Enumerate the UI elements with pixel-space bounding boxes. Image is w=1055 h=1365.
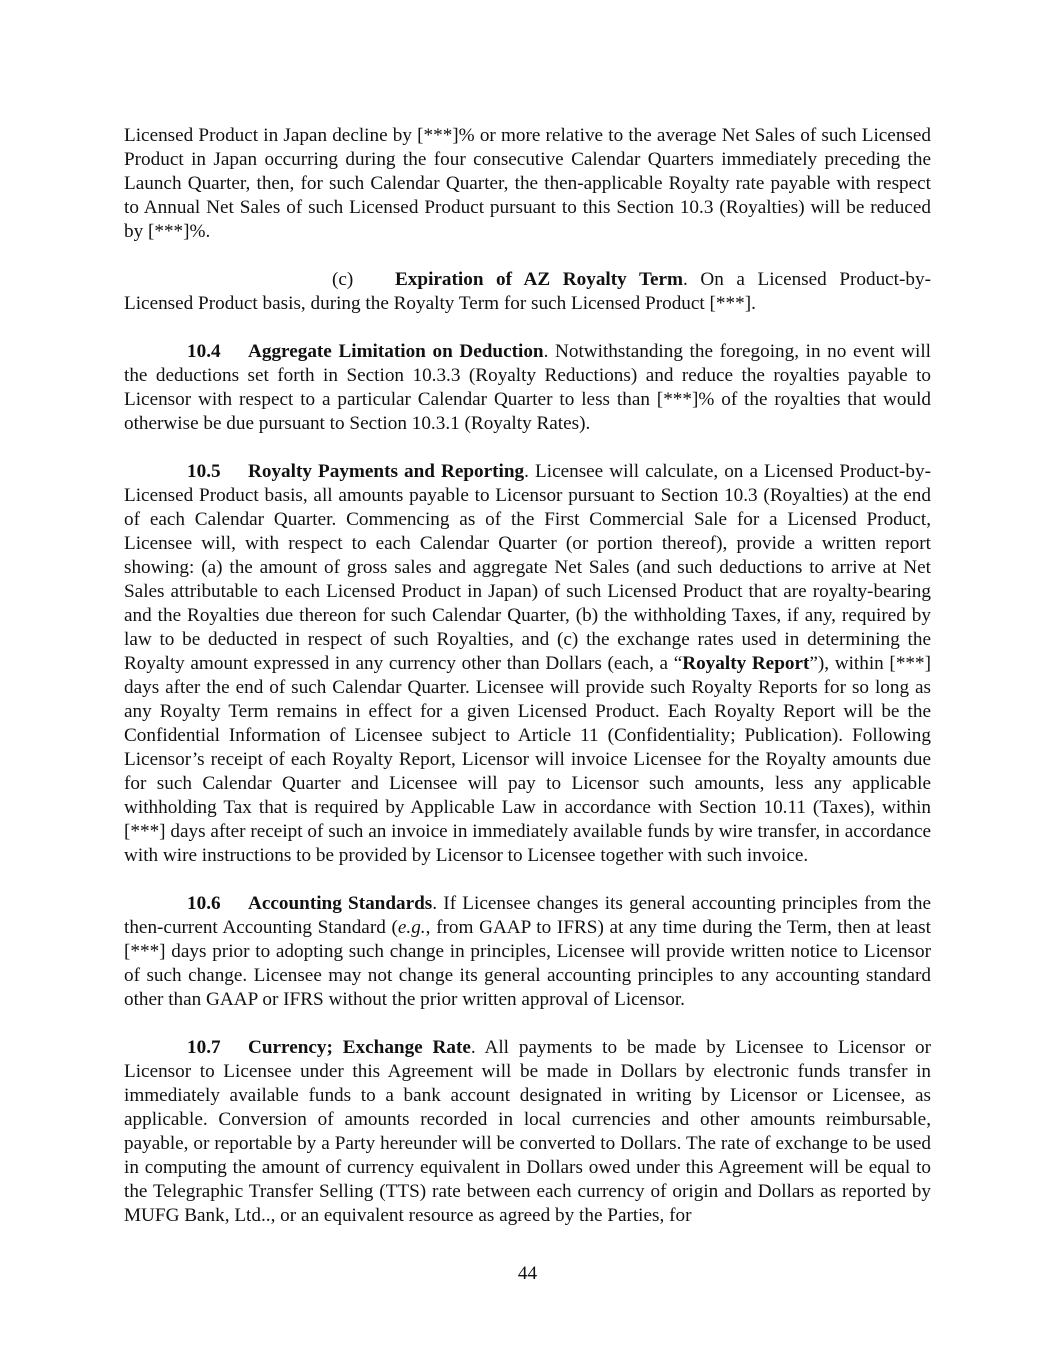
- section-number: 10.5: [187, 461, 221, 482]
- section-number: 10.7: [187, 1037, 221, 1058]
- section-10-6: [124, 892, 931, 1012]
- defined-term: Royalty Report: [682, 653, 810, 674]
- section-number: 10.4: [187, 341, 221, 362]
- section-heading: Accounting Standards: [248, 893, 433, 914]
- paragraph-text: . If Licensee changes its general accounting principles from the then-current Accounting Standard (: [124, 893, 931, 938]
- subsection-label: (c): [332, 269, 354, 290]
- paragraph-text-continued: , from GAAP to IFRS) at any time during the Term, then at least [***] days prior to adopting such change in principles, Licensee will provide written notice to Licensor of such change. Licensee may not change its general accounting principles to any accounting standard other than GAAP or IFRS without the prior written approval of Licensor.: [124, 917, 931, 1010]
- subsection-heading: Expiration of AZ Royalty Term: [395, 269, 684, 290]
- section-number: 10.6: [187, 893, 221, 914]
- section-10-4: [124, 340, 931, 436]
- paragraph-text-continued: ”), within [***] days after the end of such Calendar Quarter. Licensee will provide such Royalty Reports for so long as any Royalty Term remains in effect for a given Licensed Product. Each Royalty Report will be the Confidential Information of Licensee subject to Article 11 (Confidentiality; Publication). Following Licensor’s receipt of each Royalty Report, Licensor will invoice Licensee for the Royalty amounts due for such Calendar Quarter and Licensee will pay to Licensor such amounts, less any applicable withholding Tax that is required by Applicable Law in accordance with Section 10.11 (Taxes), within [***] days after receipt of such an invoice in immediately available funds by wire transfer, in accordance with wire instructions to be provided by Licensor to Licensee together with such invoice.: [124, 653, 931, 866]
- document-page: [124, 124, 931, 1252]
- paragraph-text: . Notwithstanding the foregoing, in no event will the deductions set forth in Section 10.3.3 (Royalty Reductions) and reduce the royalties payable to Licensor with respect to a particular Calendar Quarter to less than [***]% of the royalties that would otherwise be due pursuant to Section 10.3.1 (Royalty Rates).: [124, 341, 932, 434]
- paragraph-text: . On a Licensed Product-by-Licensed Product basis, during the Royalty Term for such Licensed Product [***].: [124, 269, 931, 314]
- section-heading: Royalty Payments and Reporting: [248, 461, 525, 482]
- paragraph-text: . All payments to be made by Licensee to Licensor or Licensor to Licensee under this Agreement will be made in Dollars by electronic funds transfer in immediately available funds to a bank account designated in writing by Licensor or Licensee, as applicable. Conversion of amounts recorded in local currencies and other amounts reimbursable, payable, or reportable by a Party hereunder will be converted to Dollars. The rate of exchange to be used in computing the amount of currency equivalent in Dollars owed under this Agreement will be equal to the Telegraphic Transfer Selling (TTS) rate between each currency of origin and Dollars as reported by MUFG Bank, Ltd.., or an equivalent resource as agreed by the Parties, for: [124, 1037, 932, 1226]
- paragraph-10-3-3-c: [124, 268, 931, 316]
- italic-term: e.g.: [397, 917, 426, 938]
- paragraph-text: Licensed Product in Japan decline by [***]% or more relative to the average Net Sales of such Licensed Product in Japan occurring during the four consecutive Calendar Quarters immediately preceding the Launch Quarter, then, for such Calendar Quarter, the then-applicable Royalty rate payable with respect to Annual Net Sales of such Licensed Product pursuant to this Section 10.3 (Royalties) will be reduced by [***]%.: [124, 125, 931, 242]
- section-10-7: [124, 1036, 931, 1228]
- paragraph-continuation: [124, 124, 931, 244]
- page-number: 44: [517, 1263, 538, 1284]
- section-heading: Currency; Exchange Rate: [248, 1037, 471, 1058]
- section-10-5: [124, 460, 931, 868]
- paragraph-text: . Licensee will calculate, on a Licensed Product-by-Licensed Product basis, all amounts payable to Licensor pursuant to Section 10.3 (Royalties) at the end of each Calendar Quarter. Commencing as of the First Commercial Sale for a Licensed Product, Licensee will, with respect to each Calendar Quarter (or portion thereof), provide a written report showing: (a) the amount of gross sales and aggregate Net Sales (and such deductions to arrive at Net Sales attributable to each Licensed Product in Japan) of such Licensed Product that are royalty-bearing and the Royalties due thereon for such Calendar Quarter, (b) the withholding Taxes, if any, required by law to be deducted in respect of such Royalties, and (c) the exchange rates used in determining the Royalty amount expressed in any currency other than Dollars (each, a “: [124, 461, 931, 674]
- section-heading: Aggregate Limitation on Deduction: [248, 341, 544, 362]
